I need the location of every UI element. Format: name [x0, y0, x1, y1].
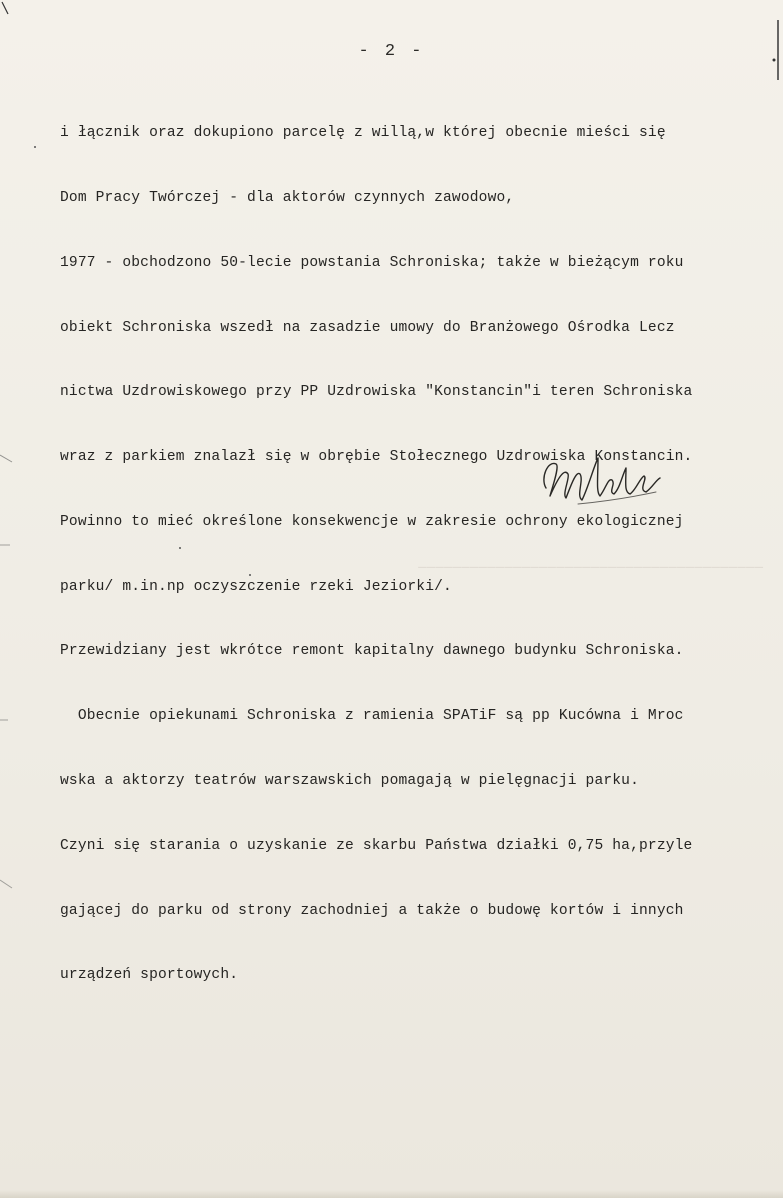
text-line-14: urządzeń sportowych. [60, 967, 239, 984]
text-line-7: Powinno to mieć określone konsekwencje w zakresie ochrony ekologicznej [60, 513, 684, 530]
text-line-8: parku/ m.in.np oczyszczenie rzeki Jeziorki/. [60, 578, 452, 595]
text-line-12: Czyni się starania o uzyskanie ze skarbu Państwa działki 0,75 ha,przyle [60, 837, 693, 854]
text-line-13: gającej do parku od strony zachodniej a także o budowę kortów i innych [60, 902, 684, 919]
text-line-2: Dom Pracy Twórczej - dla aktorów czynnych zawodowo, [60, 189, 515, 206]
text-line-1: i łącznik oraz dokupiono parcelę z willą,w której obecnie mieści się [60, 125, 666, 142]
text-line-6: wraz z parkiem znalazł się w obrębie Stołecznego Uzdrowiska Konstancin. [60, 449, 693, 466]
bleed-through-texture: ──────────────────────────────────────── [417, 560, 763, 576]
text-line-4: obiekt Schroniska wszedł na zasadzie umowy do Branżowego Ośrodka Lecz [60, 319, 675, 336]
page-edge-mark [777, 20, 779, 80]
text-line-5: nictwa Uzdrowiskowego przy PP Uzdrowiska "Konstancin"i teren Schroniska [60, 384, 693, 401]
page-bottom-edge [0, 1190, 783, 1198]
text-line-9: Przewidziany jest wkrótce remont kapitalny dawnego budynku Schroniska. [60, 643, 684, 660]
text-line-10: Obecnie opiekunami Schroniska z ramienia SPATiF są pp Kucówna i Mroc [60, 708, 684, 725]
text-line-3: 1977 - obchodzono 50-lecie powstania Schroniska; także w bieżącym roku [60, 254, 684, 271]
text-line-11: wska a aktorzy teatrów warszawskich pomagają w pielęgnacji parku. [60, 773, 639, 789]
page-number: - 2 - [358, 42, 425, 61]
